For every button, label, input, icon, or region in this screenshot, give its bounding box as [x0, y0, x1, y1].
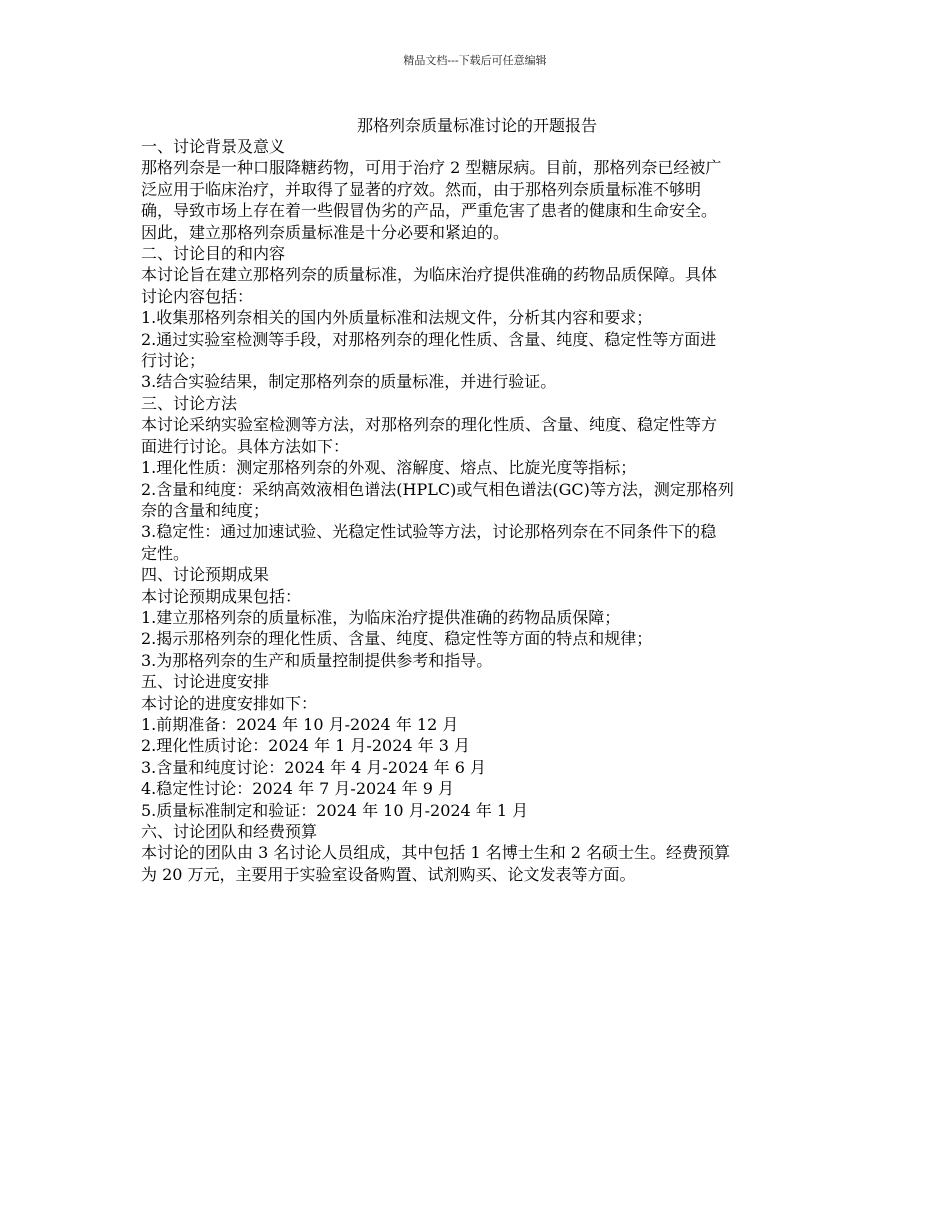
section-purpose [141, 243, 813, 393]
list-item: 2.通过实验室检测等手段，对那格列奈的理化性质、含量、纯度、稳定性等方面进 [141, 329, 717, 349]
paragraph-line: 本讨论预期成果包括： [141, 586, 302, 606]
section-heading: 五、讨论进度安排 [141, 672, 270, 692]
section-team-budget [141, 821, 813, 885]
document-body [141, 115, 813, 885]
list-item: 3.为那格列奈的生产和质量控制提供参考和指导。 [141, 650, 493, 670]
section-heading: 二、讨论目的和内容 [141, 244, 286, 264]
list-item: 2.揭示那格列奈的理化性质、含量、纯度、稳定性等方面的特点和规律； [141, 629, 653, 649]
document-title: 那格列奈质量标准讨论的开题报告 [356, 116, 597, 135]
section-heading: 四、讨论预期成果 [141, 565, 270, 585]
paragraph-line: 本讨论的进度安排如下： [141, 693, 318, 713]
list-item: 1.建立那格列奈的质量标准，为临床治疗提供准确的药物品质保障； [141, 607, 621, 627]
paragraph-line: 本讨论旨在建立那格列奈的质量标准，为临床治疗提供准确的药物品质保障。具体 [141, 265, 718, 285]
list-item: 4.稳定性讨论：2024 年 7 月-2024 年 9 月 [141, 779, 454, 799]
paragraph-line: 定性。 [141, 543, 190, 563]
paragraph-line: 本讨论的团队由 3 名讨论人员组成，其中包括 1 名博士生和 2 名硕士生。经费预算 [141, 843, 731, 863]
section-heading: 三、讨论方法 [141, 393, 238, 413]
paragraph-line: 面进行讨论。具体方法如下： [141, 436, 350, 456]
list-item: 2.含量和纯度：采纳高效液相色谱法(HPLC)或气相色谱法(GC)等方法，测定那格列 [141, 479, 734, 499]
section-heading: 一、讨论背景及意义 [141, 137, 286, 156]
paragraph-line: 泛应用于临床治疗，并取得了显著的疗效。然而，由于那格列奈质量标准不够明 [141, 179, 702, 199]
section-heading: 六、讨论团队和经费预算 [141, 822, 318, 841]
section-expected-results [141, 564, 813, 671]
paragraph-line: 因此，建立那格列奈质量标准是十分必要和紧迫的。 [141, 222, 510, 242]
paragraph-line: 讨论内容包括： [141, 286, 254, 306]
section-methods [141, 393, 813, 564]
list-item: 3.稳定性：通过加速试验、光稳定性试验等方法，讨论那格列奈在不同条件下的稳 [141, 522, 717, 542]
list-item: 2.理化性质讨论：2024 年 1 月-2024 年 3 月 [141, 736, 470, 756]
list-item: 5.质量标准制定和验证：2024 年 10 月-2024 年 1 月 [141, 800, 529, 820]
list-item: 3.结合实验结果，制定那格列奈的质量标准，并进行验证。 [141, 372, 557, 392]
paragraph-line: 奈的含量和纯度； [141, 500, 270, 520]
list-item: 1.前期准备：2024 年 10 月-2024 年 12 月 [141, 714, 459, 734]
section-schedule [141, 671, 813, 821]
list-item: 1.理化性质：测定那格列奈的外观、溶解度、熔点、比旋光度等指标； [141, 458, 637, 478]
paragraph-line: 行讨论； [141, 351, 206, 371]
paragraph-line: 本讨论采纳实验室检测等方法，对那格列奈的理化性质、含量、纯度、稳定性等方 [141, 415, 718, 435]
paragraph-line: 那格列奈是一种口服降糖药物，可用于治疗 2 型糖尿病。目前，那格列奈已经被广 [141, 158, 722, 178]
section-background [141, 136, 813, 243]
list-item: 1.收集那格列奈相关的国内外质量标准和法规文件，分析其内容和要求； [141, 308, 653, 328]
paragraph-line: 为 20 万元，主要用于实验室设备购置、试剂购买、论文发表等方面。 [141, 864, 636, 884]
paragraph-line: 确，导致市场上存在着一些假冒伪劣的产品，严重危害了患者的健康和生命安全。 [141, 201, 718, 221]
list-item: 3.含量和纯度讨论：2024 年 4 月-2024 年 6 月 [141, 757, 486, 777]
page-header: 精品文档---下载后可任意编辑 [403, 54, 547, 67]
